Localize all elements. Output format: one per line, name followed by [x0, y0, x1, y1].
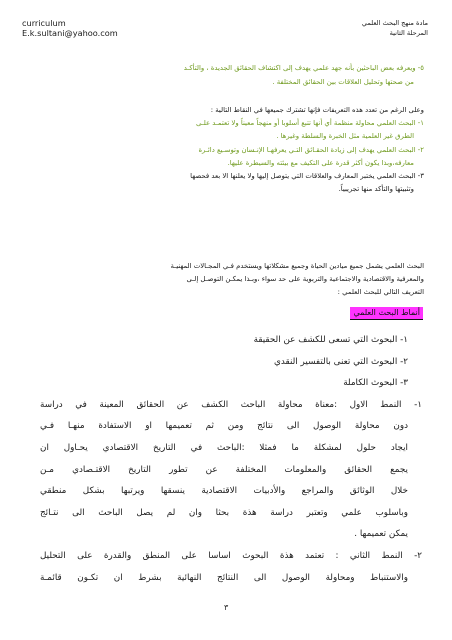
list-item: ٢- البحوث التي تعنى بالتفسير النقدي	[274, 356, 408, 367]
text-line: ٥- ويعرفه بعض الباحثين بأنه جهد علمي يهدف إلى اكتشاف الحقائق الجديدة ، والتأكـد	[183, 64, 424, 72]
type-two-detail: ٢- النمط الثاني : تعتمد هذة البحوث اساسا على المنطق والقدرة على التحليل	[40, 550, 422, 561]
text-line: ٣- البحث العلمي يختبر المعارف والعلاقات التي يتوصل إليها ولا يعلنها الا بعد فحصها	[190, 172, 424, 181]
header-email: E.k.sultani@yahoo.com	[22, 28, 118, 38]
text-line: وعلى الرغم من تعدد هذه التعريفات فإنها تشترك جميعها في النقاط التالية :	[210, 106, 424, 114]
text-line: وباسلوب علمي وتعتبر دراسة هذة بحثا وان لم يصل الباحث الى نتـائج	[40, 507, 408, 518]
research-scope-paragraph	[31, 260, 424, 299]
text-line: ١- البحث العلمي محاولة منظمة أي أنها تتبع أسلوبا أو منهجاً معيناً ولا تعتمـد علـى	[195, 119, 424, 128]
type-one-detail: ١- النمط الاول :معناة محاولة الباحث الكشف عن الحقائق المعينة في دراسة	[40, 399, 422, 410]
text-line: ٢- البحث العلمي يهدف إلى زيادة الحقـائق التـي يعرفهـا الإنـسان وتوسـيع دائـرة	[198, 145, 424, 154]
page-number: ٣	[224, 603, 229, 612]
section-heading: أنماط البحث العلمي	[350, 307, 423, 320]
text-line: التعريف التالي للبحث العلمي :	[337, 288, 424, 296]
header-curriculum: curriculum	[22, 18, 66, 28]
text-line: يمكن تعميمها .	[354, 529, 408, 540]
text-line: والمعرفية والاقتصادية والاجتماعية والتربوية على حد سواء ،وبـذا يمكـن التوصـل إلـى	[186, 275, 424, 283]
text-line: وتثبيتها والتأكد منها تجريبياً.	[338, 185, 414, 194]
text-line: دون محاولة الوصول الى نتائج ومن ثم تعميمها او الاستفادة منهـا فـي	[40, 421, 408, 432]
text-line: خلال الوثائق والمراجع والأدبيات الاقتصادية ينسقها ويرتبها بشكل منطقي	[40, 486, 408, 497]
list-item: ٣- البحوث الكاملة	[343, 378, 408, 389]
header-course-title: مادة منهج البحث العلمي	[361, 19, 428, 27]
list-item: ١- البحوث التي تسعى للكشف عن الحقيقة	[253, 335, 408, 345]
text-line: البحث العلمي يشمل جميع ميادين الحياة وجميع مشكلاتها ويستخدم فـي المجـالات المهنيـة	[170, 262, 424, 270]
text-line: يجمع الحقائق والمعلومات المختلفة عن تطور التاريخ الاقتـصادي مـن	[40, 464, 408, 475]
text-line: معارفه،وبذا يكون أكثر قدرة على التكيف مع بيئته والسيطرة عليها.	[227, 158, 414, 167]
text-line: ايجاد حلول لمشكلة ما فمثلا :الباحث في التاريخ الاقتصادي يحـاول ان	[40, 442, 408, 453]
header-right	[362, 18, 428, 38]
text-line: الطرق غير العلمية مثل الخبرة والسلطة وغيرها .	[276, 132, 414, 141]
intro-definition-5	[39, 61, 424, 89]
header-stage: المرحلة الثانية	[389, 29, 428, 37]
text-line: من صحتها وتحليل العلاقات بين الحقائق المختلفة .	[272, 78, 414, 86]
header-left	[22, 18, 118, 38]
text-line: والاستنباط ومحاولة الوصول الى النتائج النهائية بشرط ان تكـون قائمـة	[40, 572, 408, 583]
research-types	[40, 330, 422, 589]
common-points	[31, 104, 424, 196]
